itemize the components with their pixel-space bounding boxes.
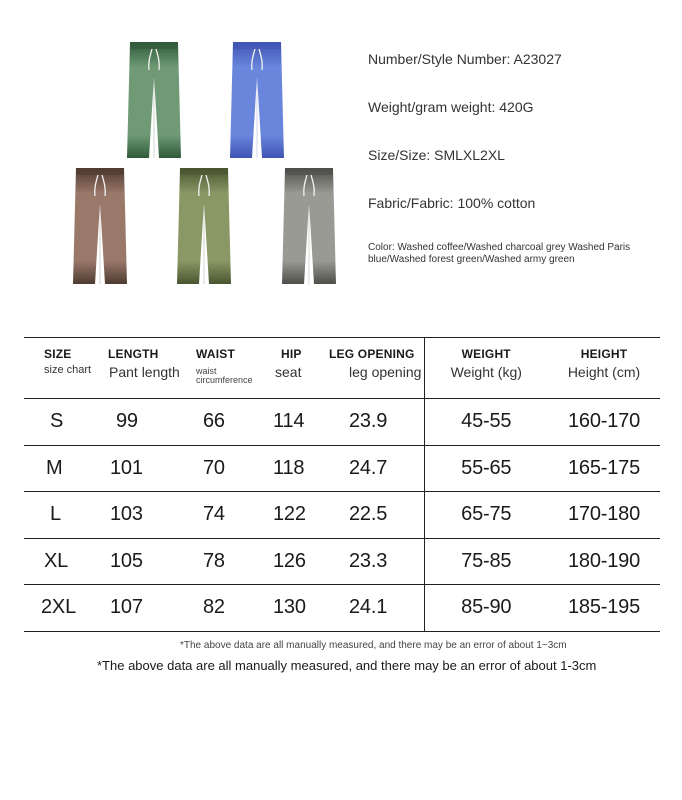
cell-waist: 70 <box>203 456 225 479</box>
header-hip <box>273 338 327 399</box>
cell-size: XL <box>44 549 69 572</box>
washed-paris-blue-pants-image <box>229 40 285 162</box>
header-main: LENGTH <box>108 347 159 361</box>
cell-waist: 74 <box>203 503 225 526</box>
table-row <box>24 492 660 539</box>
header-waist <box>193 338 273 399</box>
header-sub: Height (cm) <box>567 364 641 380</box>
table-row <box>24 538 660 585</box>
style-number: Number/Style Number: A23027 <box>368 51 562 67</box>
header-sub: waist circumference <box>196 366 253 385</box>
cell-hip: 118 <box>273 456 305 479</box>
header-sub: Pant length <box>109 364 180 380</box>
header-sub: Weight (kg) <box>450 364 522 380</box>
cell-weight: 55-65 <box>424 445 548 492</box>
cell-leg-opening: 24.7 <box>349 456 388 479</box>
header-sub: size chart <box>44 364 92 376</box>
cell-leg-opening: 23.3 <box>349 549 388 572</box>
cell-weight: 65-75 <box>424 492 548 539</box>
cell-height: 185-195 <box>568 596 640 619</box>
washed-charcoal-grey-pants-image <box>281 166 337 288</box>
measurement-note-small: *The above data are all manually measured, and there may be an error of about 1~3cm <box>180 640 567 651</box>
table-row <box>24 399 660 446</box>
cell-weight: 75-85 <box>424 538 548 585</box>
washed-coffee-pants-image <box>72 166 128 288</box>
cell-height: 180-190 <box>568 549 640 572</box>
cell-size: S <box>50 410 64 433</box>
cell-leg-opening: 23.9 <box>349 410 388 433</box>
cell-length: 101 <box>110 456 143 479</box>
header-size <box>24 338 106 399</box>
cell-size: M <box>46 456 63 479</box>
header-sub: leg opening <box>349 364 422 380</box>
header-main: HEIGHT <box>580 347 628 361</box>
header-main: LEG OPENING <box>329 347 415 361</box>
cell-waist: 82 <box>203 596 225 619</box>
product-images <box>0 0 360 300</box>
size-chart-table <box>24 337 660 632</box>
cell-hip: 122 <box>273 503 306 526</box>
cell-height: 170-180 <box>568 503 640 526</box>
cell-weight: 45-55 <box>424 399 548 446</box>
color-list: Color: Washed coffee/Washed charcoal grey Washed Paris blue/Washed forest green/Washed army green <box>368 242 631 265</box>
header-main: WAIST <box>196 347 235 361</box>
cell-length: 103 <box>110 503 143 526</box>
cell-length: 99 <box>116 410 138 433</box>
cell-length: 105 <box>110 549 143 572</box>
cell-waist: 66 <box>203 410 225 433</box>
measurement-note: *The above data are all manually measured, and there may be an error of about 1-3cm <box>97 658 597 673</box>
size-range: Size/Size: SMLXL2XL <box>368 147 505 163</box>
cell-waist: 78 <box>203 549 225 572</box>
table-row <box>24 445 660 492</box>
header-main: SIZE <box>44 347 72 361</box>
table-header-row <box>24 338 660 399</box>
cell-hip: 114 <box>273 410 305 433</box>
washed-army-green-pants-image <box>176 166 232 288</box>
header-leg-opening <box>327 338 424 399</box>
cell-size: 2XL <box>41 596 76 619</box>
header-main: HIP <box>281 347 302 361</box>
table-row <box>24 585 660 632</box>
header-weight <box>424 338 548 399</box>
header-height <box>548 338 660 399</box>
cell-length: 107 <box>110 596 143 619</box>
cell-size: L <box>50 503 61 526</box>
gram-weight: Weight/gram weight: 420G <box>368 99 534 115</box>
cell-weight: 85-90 <box>424 585 548 632</box>
washed-forest-green-pants-image <box>126 40 182 162</box>
header-length <box>106 338 193 399</box>
cell-height: 165-175 <box>568 456 640 479</box>
header-main: WEIGHT <box>461 347 511 361</box>
cell-height: 160-170 <box>568 410 640 433</box>
cell-hip: 126 <box>273 549 306 572</box>
cell-leg-opening: 24.1 <box>349 596 388 619</box>
header-sub: seat <box>275 364 302 380</box>
fabric: Fabric/Fabric: 100% cotton <box>368 195 536 211</box>
cell-leg-opening: 22.5 <box>349 503 388 526</box>
cell-hip: 130 <box>273 596 306 619</box>
